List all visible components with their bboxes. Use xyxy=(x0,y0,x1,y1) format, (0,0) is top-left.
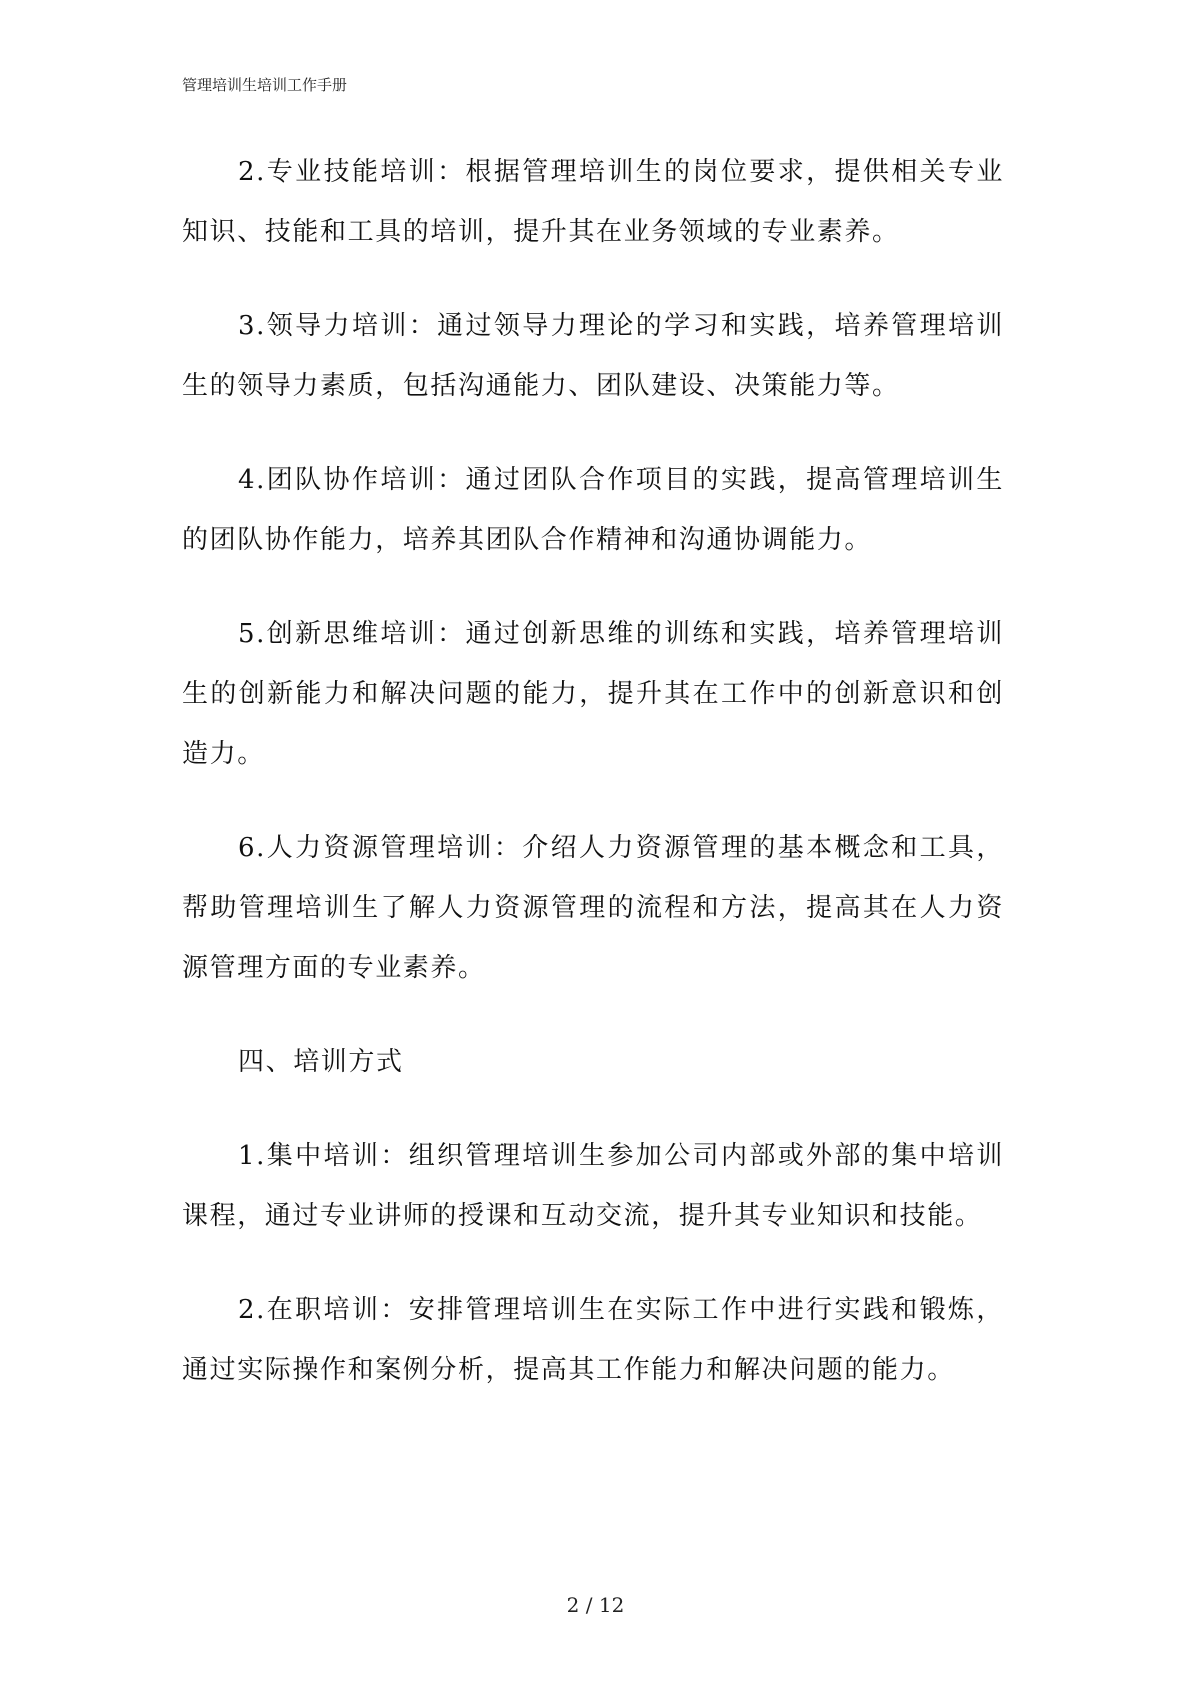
paragraph-centralized-training: 1.集中培训：组织管理培训生参加公司内部或外部的集中培训课程，通过专业讲师的授课和互动交流，提升其专业知识和技能。 xyxy=(182,1141,1004,1231)
paragraph-on-the-job-training: 2.在职培训：安排管理培训生在实际工作中进行实践和锻炼，通过实际操作和案例分析，提高其工作能力和解决问题的能力。 xyxy=(182,1295,1004,1385)
page-number: 2 / 12 xyxy=(566,1593,625,1617)
document-body xyxy=(182,142,1004,1434)
paragraph-hr-management-training: 6.人力资源管理培训：介绍人力资源管理的基本概念和工具，帮助管理培训生了解人力资源管理的流程和方法，提高其在人力资源管理方面的专业素养。 xyxy=(182,833,1004,983)
paragraph-leadership-training: 3.领导力培训：通过领导力理论的学习和实践，培养管理培训生的领导力素质，包括沟通能力、团队建设、决策能力等。 xyxy=(182,311,1004,401)
paragraph-teamwork-training: 4.团队协作培训：通过团队合作项目的实践，提高管理培训生的团队协作能力，培养其团队合作精神和沟通协调能力。 xyxy=(182,465,1004,555)
running-header: 管理培训生培训工作手册 xyxy=(182,76,348,94)
section-heading-training-methods: 四、培训方式 xyxy=(238,1047,404,1077)
paragraph-innovative-thinking-training: 5.创新思维培训：通过创新思维的训练和实践，培养管理培训生的创新能力和解决问题的能力，提升其在工作中的创新意识和创造力。 xyxy=(182,619,1004,769)
paragraph-professional-skills-training: 2.专业技能培训：根据管理培训生的岗位要求，提供相关专业知识、技能和工具的培训，提升其在业务领域的专业素养。 xyxy=(182,157,1004,247)
